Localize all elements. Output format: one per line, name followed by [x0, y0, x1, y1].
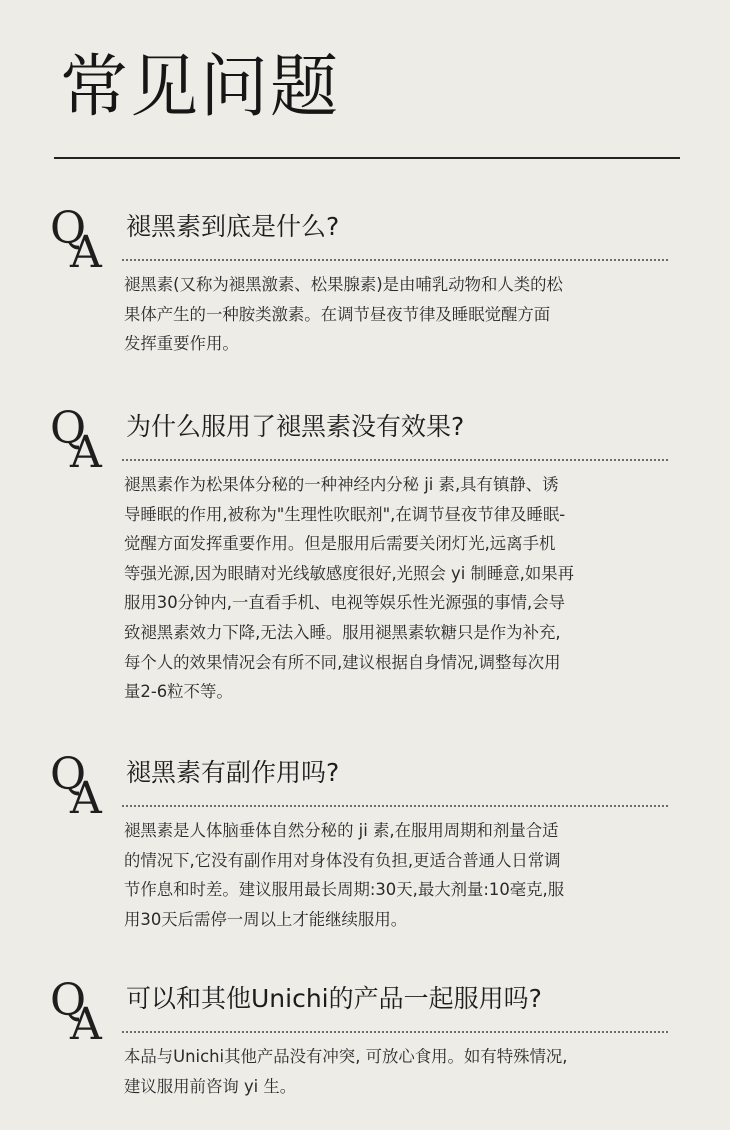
answer-line: 褪黑素作为松果体分秘的一种神经内分秘 ji 素,具有镇静、诱 [124, 475, 559, 494]
dotted-divider [122, 259, 668, 261]
faq-question: 褪黑素有副作用吗? [126, 758, 340, 787]
answer-line: 建议服用前咨询 yi 生。 [124, 1076, 297, 1096]
qa-logo-icon [48, 975, 110, 1054]
qa-logo-icon [48, 203, 110, 282]
faq-question: 褪黑素到底是什么? [126, 212, 340, 241]
qa-logo-q: Q [50, 403, 87, 454]
answer-line: 用30天后需停一周以上才能继续服用。 [124, 909, 408, 929]
answer-line: 的情况下,它没有副作用对身体没有负担,更适合普通人日常调 [124, 850, 561, 870]
qa-logo-a: A [70, 999, 102, 1050]
answer-line: 致褪黑素效力下降,无法入睡。服用褪黑素软糖只是作为补充, [124, 622, 561, 642]
answer-line: 等强光源,因为眼睛对光线敏感度很好,光照会 yi 制睡意,如果再 [124, 563, 575, 583]
dotted-divider [122, 1031, 668, 1033]
page-title: 常见问题 [60, 48, 341, 127]
answer-line: 导睡眠的作用,被称为"生理性吹眠剂",在调节昼夜节律及睡眠- [124, 504, 566, 524]
faq-answer [124, 470, 684, 707]
answer-line: 褪黑素是人体脑垂体自然分秘的 ji 素,在服用周期和剂量合适 [124, 821, 559, 840]
qa-logo-q: Q [50, 749, 87, 800]
dotted-divider [122, 805, 668, 807]
faq-answer [124, 816, 684, 934]
answer-line: 褪黑素(又称为褪黑激素、松果腺素)是由哺乳动物和人类的松 [124, 275, 563, 294]
qa-logo-q: Q [50, 203, 87, 254]
qa-logo-a: A [70, 427, 102, 478]
faq-answer [124, 1042, 684, 1101]
answer-line: 觉醒方面发挥重要作用。但是服用后需要关闭灯光,远离手机 [124, 534, 556, 554]
qa-logo-icon [48, 403, 110, 482]
qa-logo-a: A [70, 773, 102, 824]
answer-line: 节作息和时差。建议服用最长周期:30天,最大剂量:10毫克,服 [124, 880, 565, 900]
answer-line: 每个人的效果情况会有所不同,建议根据自身情况,调整每次用 [124, 652, 561, 672]
title-divider [54, 157, 680, 159]
answer-line: 发挥重要作用。 [124, 334, 239, 354]
faq-answer [124, 270, 684, 359]
faq-question: 可以和其他Unichi的产品一起服用吗? [126, 984, 542, 1013]
qa-logo-a: A [70, 227, 102, 278]
dotted-divider [122, 459, 668, 461]
qa-logo-icon [48, 749, 110, 828]
qa-logo-q: Q [50, 975, 87, 1026]
answer-line: 量2-6粒不等。 [124, 682, 233, 702]
answer-line: 本品与Unichi其他产品没有冲突, 可放心食用。如有特殊情况, [124, 1047, 568, 1066]
answer-line: 服用30分钟内,一直看手机、电视等娱乐性光源强的事情,会导 [124, 593, 566, 613]
faq-question: 为什么服用了褪黑素没有效果? [126, 412, 465, 441]
answer-line: 果体产生的一种胺类激素。在调节昼夜节律及睡眠觉醒方面 [124, 304, 551, 324]
